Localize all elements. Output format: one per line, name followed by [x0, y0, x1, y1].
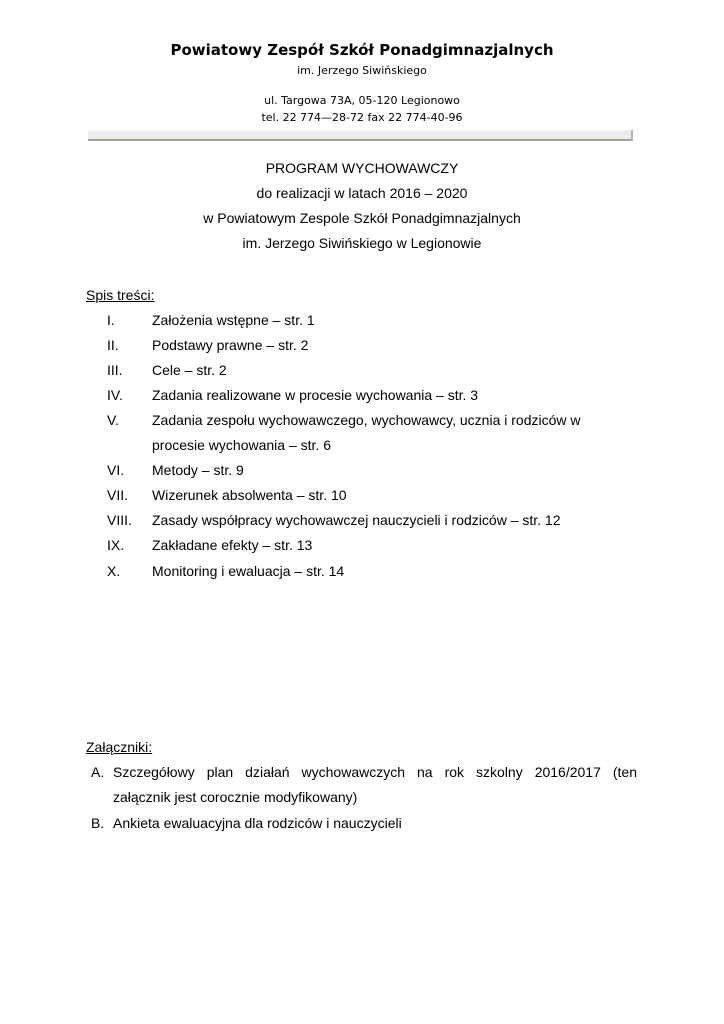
- toc-item-number: IX.: [107, 537, 125, 553]
- toc-item-number: III.: [107, 362, 123, 378]
- toc-item-number: II.: [107, 337, 119, 353]
- program-title: PROGRAM WYCHOWAWCZY: [265, 160, 459, 176]
- attachment-letter: A.: [91, 764, 105, 780]
- attachment-text: Ankieta ewaluacyjna dla rodziców i nauczycieli: [113, 815, 402, 831]
- toc-item-number: VIII.: [107, 512, 132, 528]
- school-name: Powiatowy Zespół Szkół Ponadgimnazjalnych: [170, 41, 554, 59]
- toc-item-text: Podstawy prawne – str. 2: [152, 337, 309, 353]
- toc-item-text: Zakładane efekty – str. 13: [152, 537, 313, 553]
- toc-item-number: I.: [107, 312, 115, 328]
- toc-item-text: Monitoring i ewaluacja – str. 14: [152, 563, 345, 579]
- attachment-letter: B.: [91, 815, 105, 831]
- toc-item-number: IV.: [107, 387, 123, 403]
- toc-item-text: procesie wychowania – str. 6: [152, 437, 331, 453]
- toc-item-text: Metody – str. 9: [152, 462, 244, 478]
- toc-item-number: VII.: [107, 487, 129, 503]
- program-period: do realizacji w latach 2016 – 2020: [256, 185, 468, 201]
- attachment-text: Szczegółowy plan działań wychowawczych na rok szkolny 2016/2017 (ten: [113, 764, 637, 780]
- toc-item-number: V.: [107, 412, 119, 428]
- toc-item-text: Założenia wstępne – str. 1: [152, 312, 315, 328]
- toc-item-text: Cele – str. 2: [152, 362, 227, 378]
- toc-item-text: Wizerunek absolwenta – str. 10: [152, 487, 347, 503]
- toc-item-number: X.: [107, 563, 121, 579]
- school-contact: tel. 22 774—28-72 fax 22 774-40-96: [261, 111, 463, 124]
- toc-heading: Spis treści:: [86, 287, 155, 303]
- attachments-heading: Załączniki:: [86, 739, 153, 755]
- toc-item-text: Zasady współpracy wychowawczej nauczycieli i rodziców – str. 12: [152, 512, 561, 528]
- header-divider-end: [631, 130, 633, 141]
- program-school: w Powiatowym Zespole Szkół Ponadgimnazjalnych: [203, 210, 521, 226]
- toc-item-number: VI.: [107, 462, 125, 478]
- toc-item-text: Zadania realizowane w procesie wychowania – str. 3: [152, 387, 479, 403]
- attachment-text: załącznik jest corocznie modyfikowany): [113, 789, 358, 805]
- school-patron: im. Jerzego Siwińskiego: [297, 64, 427, 77]
- toc-item-text: Zadania zespołu wychowawczego, wychowawcy, ucznia i rodziców w: [152, 412, 581, 428]
- header-divider-shadow: [88, 139, 633, 141]
- program-location: im. Jerzego Siwińskiego w Legionowie: [242, 235, 482, 251]
- school-address: ul. Targowa 73A, 05-120 Legionowo: [264, 94, 460, 107]
- header-divider: [88, 130, 633, 139]
